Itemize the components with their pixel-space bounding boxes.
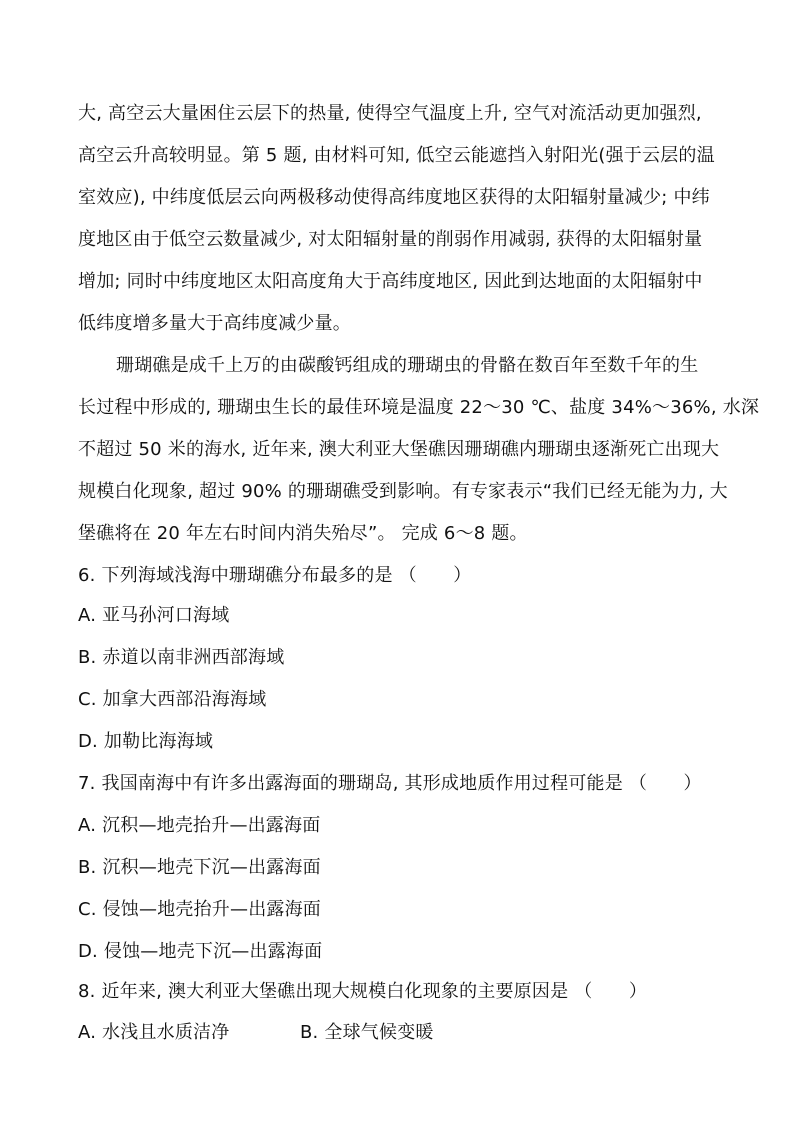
passage-line: 堡礁将在 20 年左右时间内消失殆尽”。 完成 6～8 题。 (78, 523, 528, 544)
question-6-stem: 6. 下列海域浅海中珊瑚礁分布最多的是 （ ） (78, 565, 472, 586)
question-7-option-b: B. 沉积—地壳下沉—出露海面 (78, 857, 321, 878)
question-7-option-d: D. 侵蚀—地壳下沉—出露海面 (78, 941, 323, 962)
passage-line: 长过程中形成的, 珊瑚虫生长的最佳环境是温度 22～30 ℃、盐度 34%～36%, 水深 (78, 397, 760, 418)
explanation-line: 室效应), 中纬度低层云向两极移动使得高纬度地区获得的太阳辐射量减少; 中纬 (78, 187, 710, 208)
question-8-stem: 8. 近年来, 澳大利亚大堡礁出现大规模白化现象的主要原因是 （ ） (78, 981, 648, 1002)
question-6-option-d: D. 加勒比海海域 (78, 731, 214, 752)
question-8-option-b: B. 全球气候变暖 (300, 1022, 434, 1043)
question-7-option-c: C. 侵蚀—地壳抬升—出露海面 (78, 899, 322, 920)
explanation-line: 低纬度增多量大于高纬度减少量。 (78, 313, 351, 334)
question-7-stem: 7. 我国南海中有许多出露海面的珊瑚岛, 其形成地质作用过程可能是 （ ） (78, 773, 702, 794)
question-6-option-b: B. 赤道以南非洲西部海域 (78, 647, 285, 668)
explanation-line: 高空云升高较明显。第 5 题, 由材料可知, 低空云能遮挡入射阳光(强于云层的温 (78, 145, 715, 166)
question-8-option-a: A. 水浅且水质洁净 (78, 1022, 230, 1043)
passage-line: 珊瑚礁是成千上万的由碳酸钙组成的珊瑚虫的骨骼在数百年至数千年的生 (116, 355, 699, 376)
question-6-option-c: C. 加拿大西部沿海海域 (78, 689, 267, 710)
question-6-option-a: A. 亚马孙河口海域 (78, 605, 230, 626)
passage-line: 规模白化现象, 超过 90% 的珊瑚礁受到影响。有专家表示“我们已经无能为力, 大 (78, 481, 728, 502)
explanation-line: 度地区由于低空云数量减少, 对太阳辐射量的削弱作用减弱, 获得的太阳辐射量 (78, 229, 703, 250)
explanation-line: 增加; 同时中纬度地区太阳高度角大于高纬度地区, 因此到达地面的太阳辐射中 (78, 271, 703, 292)
question-7-option-a: A. 沉积—地壳抬升—出露海面 (78, 815, 321, 836)
explanation-line: 大, 高空云大量困住云层下的热量, 使得空气温度上升, 空气对流活动更加强烈, (78, 103, 702, 124)
passage-line: 不超过 50 米的海水, 近年来, 澳大利亚大堡礁因珊瑚礁内珊瑚虫逐渐死亡出现大 (78, 439, 720, 460)
